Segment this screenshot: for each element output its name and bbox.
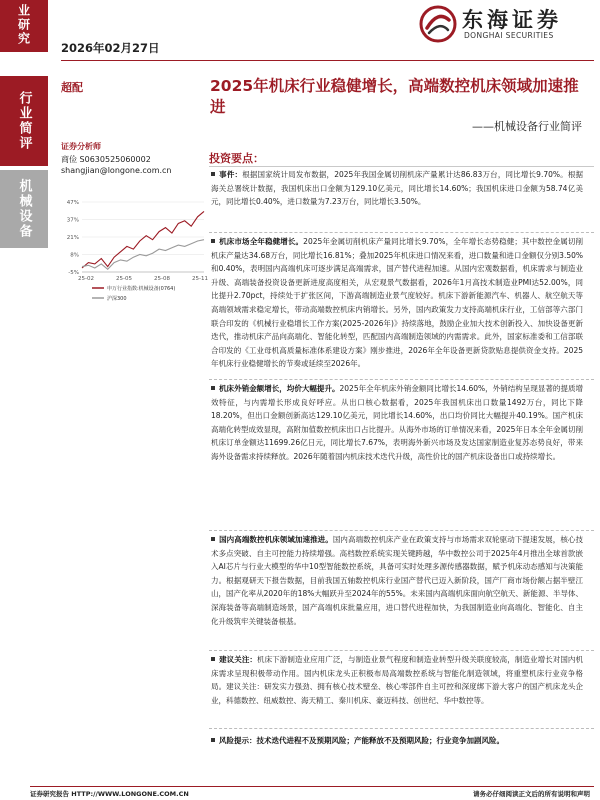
chart-ytick-label: 21% bbox=[66, 235, 79, 241]
analyst-label: 证券分析师 bbox=[61, 142, 101, 151]
chart-ytick-label: 8% bbox=[70, 252, 79, 259]
bullet-separator bbox=[209, 728, 594, 729]
chart-ytick-label: -5% bbox=[68, 270, 79, 276]
bullet-square-icon bbox=[211, 537, 215, 541]
logo-mark-icon bbox=[418, 4, 458, 44]
sidebar-segment-top: 业研究 bbox=[0, 0, 48, 52]
bullet-export: 机床外销金额增长，均价大幅提升。2025年全年机床外销金额同比增长14.60%，外销结构呈现显著的提质增效特征，与内需增长形成良好呼应。从出口核心数据看，2025年我国机床出口数量1492万台，同比下降18.20%，但出口金额创新高达129.10亿美元，同比增长14.60%，出口均价同比大幅提升40.19%。国产机床高端化转型成效显现，高附加值数控机床出口占比提升。从海外市场的订单情况来看，2025年日本全年金属切削机床订单金额达11699.26亿日元，同比增长7.67%，表明海外新兴市场及发达国家制造业复苏态势良好，带来海外设备需求持续释放。2026年随着国内机床技术迭代升级，高性价比的国产机床设备出口或持续增长。 bbox=[211, 384, 584, 461]
bullet-square-icon bbox=[211, 738, 215, 742]
rating-badge: 超配 bbox=[61, 81, 83, 94]
bullet-square-icon bbox=[211, 172, 215, 176]
bullet-separator bbox=[209, 530, 594, 531]
logo-name-en: DONGHAI SECURITIES bbox=[464, 31, 554, 40]
bullet-separator bbox=[209, 232, 594, 233]
bullet-high-end: 国内高端数控机床领域加速推进。国内高端数控机床产业在政策支持与市场需求双轮驱动下提速发展，核心技术多点突破、自主可控能力持续增强。高档数控系统实现关键跨越，华中数控公司于2025年4月推出全球首款嵌入AI芯片与行业大模型的华中10型智能数控系统，具备可实时处理多源传感器数据，赋予机床动态感知与决策能力。根据观研天下报告数据，目前我国五轴数控机床行业国产替代已迈入新阶段，国产厂商市场份额占据半壁江山，国产化率从2020年的18%大幅跃升至2024年的55%。未来国内高端机床面向航空航天、新能源、半导体、深海装备等高端制造场景，国产高端机床批量应用，进口替代进程加快，为我国制造业向高端化、智能化、自主化升级筑牢关键装备根基。 bbox=[211, 535, 584, 626]
bullet-square-icon bbox=[211, 386, 215, 390]
bullet-square-icon bbox=[211, 239, 215, 243]
chart-series-line bbox=[82, 211, 204, 268]
bullet-event: 事件：根据国家统计局发布数据，2025年我国金属切削机床产量累计达86.83万台，同比增长9.70%。根据海关总署统计数据，我国机床出口金额为129.10亿美元，同比增长14.60%；我国机床进口金额为58.74亿美元，同比增长0.40%，进口数量为7.23万台，同比增长3.50%。 bbox=[211, 170, 584, 207]
bullet-square-icon bbox=[211, 657, 215, 661]
report-date: 2026年02月27日 bbox=[61, 41, 160, 55]
bullet-separator bbox=[209, 650, 594, 651]
chart-xtick-label: 25-02 bbox=[78, 276, 94, 282]
sidebar-segment-industry: 机械设备 bbox=[0, 170, 48, 248]
sidebar-segment-report-type: 行业简评 bbox=[0, 76, 48, 166]
investment-divider bbox=[209, 166, 594, 167]
footer-divider bbox=[30, 786, 594, 787]
chart-xtick-label: 25-05 bbox=[116, 276, 132, 282]
chart-legend-label: 沪深300 bbox=[107, 296, 127, 302]
page-title: 2025年机床行业稳健增长，高端数控机床领域加速推进 bbox=[210, 77, 579, 116]
chart-xtick-label: 25-11 bbox=[192, 276, 208, 282]
side-bar bbox=[0, 0, 48, 800]
chart-legend-label: 申万行业指数:机械设备(0764) bbox=[107, 286, 176, 292]
analyst-name: 商俭 S0630525060002 bbox=[61, 155, 151, 164]
header-divider bbox=[61, 60, 594, 61]
company-logo bbox=[418, 4, 594, 44]
investment-heading: 投资要点： bbox=[209, 152, 264, 165]
bullet-recommendation: 建议关注：机床下游制造业应用广泛，与制造业景气程度和制造业转型升级关联度较高，制造业增长对国内机床需求呈现积极带动作用。国内机床龙头正积极布局高端数控系统与智能化制造领域，将重塑机床行业竞争格局。建议关注：研发实力强劲、拥有核心技术壁垒、核心零部件自主可控和深度绑下游大客户的国产机床龙头企业，科德数控、纽威数控、海天精工、秦川机床、豪迈科技、创世纪、华中数控等。 bbox=[211, 655, 583, 705]
analyst-email: shangjian@longone.com.cn bbox=[61, 166, 172, 175]
bullet-separator bbox=[209, 379, 594, 380]
footer-source: 证券研究报告 HTTP://WWW.LONGONE.COM.CN bbox=[30, 790, 189, 798]
bullet-risk: 风险提示：技术迭代进程不及预期风险；产能释放不及预期风险；行业竞争加剧风险。 bbox=[211, 734, 583, 748]
footer-disclaimer: 请务必仔细阅读正文后的所有说明和声明 bbox=[473, 790, 590, 798]
chart-ytick-label: 37% bbox=[66, 217, 79, 224]
chart-ytick-label: 47% bbox=[66, 200, 79, 206]
page-subtitle: ——机械设备行业简评 bbox=[472, 120, 582, 133]
chart-xtick-label: 25-08 bbox=[154, 276, 170, 282]
logo-name-cn: 东海证券 bbox=[462, 8, 562, 32]
bullet-market-growth: 机床市场全年稳健增长。2025年金属切削机床产量同比增长9.70%，全年增长态势稳健；其中数控金属切削机床产量达34.68万台，同比增长16.81%；叠加2025年机床进口情况来看，进口数量和进口金额仅分别3.50%和0.40%，表明国内高端机床可逐步满足高端需求，国产替代进程加速。从国内宏观数据看，机床需求与制造业升级、高端装备投资设备更新进度高度相关，从宏观景气数据看，2026年1月高技术制造业PMI达52.00%，同比提升2.70pct，持续处于扩张区间，下游高端制造业景气度较好。机床下游新能源汽车、机器人、航空航天等高端领域需求稳定增长，带动高端数控机床内销增长。另外，国内政策发力支持高端机床行业，工信部等六部门联合印发的《机械行业稳增长工作方案(2025-2026年)》持续落地，鼓励企业加大技术创新投入、加快设备更新迭代，推动机床产品向高端化、智能化转型，匹配国内高端制造领域的内需需求。此外，国家标准委和工信部联合印发的《工业母机高质量标准体系建设方案》刚步推进，2026年全年设备更新贷款贴息提供资金支持。2025年机床行业稳健增长的节奏或延续至2026年。 bbox=[211, 237, 584, 369]
performance-chart bbox=[58, 196, 208, 318]
